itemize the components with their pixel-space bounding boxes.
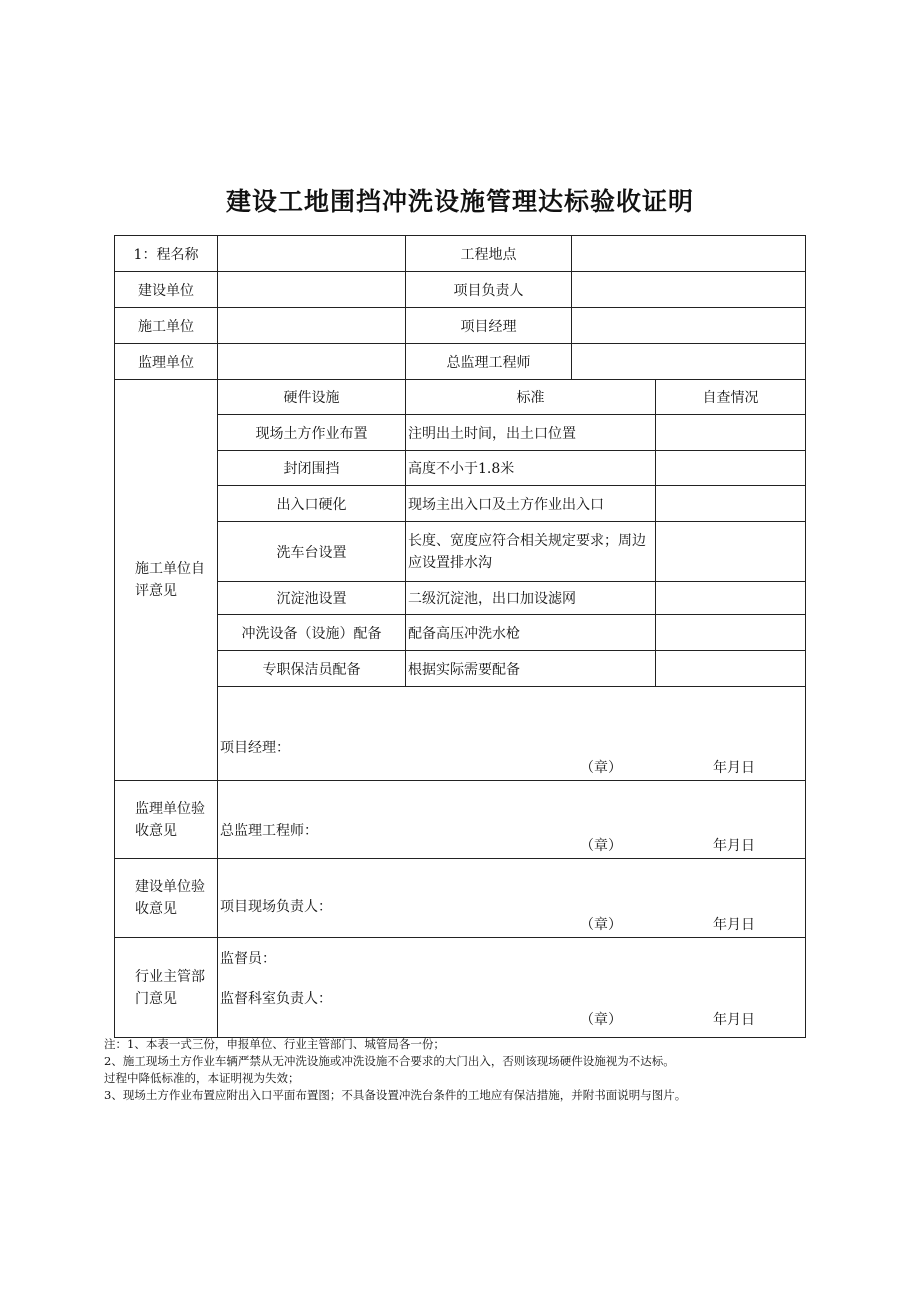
self-check-field[interactable]	[656, 415, 806, 451]
facility-row	[115, 451, 806, 486]
facility-standard: 长度、宽度应符合相关规定要求；周边应设置排水沟	[406, 522, 656, 582]
project-name-label: 1：程名称	[115, 236, 218, 272]
supervision-row	[115, 781, 806, 859]
project-manager-sign-label: 项目经理：	[220, 740, 290, 756]
facility-row	[115, 522, 806, 582]
supervision-unit-label: 监理单位	[115, 344, 218, 380]
facility-header: 硬件设施	[218, 380, 406, 415]
facility-standard: 根据实际需要配备	[406, 651, 656, 687]
project-location-field[interactable]	[572, 236, 806, 272]
section-head-sign-label: 监督科室负责人：	[220, 991, 332, 1007]
facility-standard: 配备高压冲洗水枪	[406, 615, 656, 651]
standard-header: 标准	[406, 380, 656, 415]
acceptance-form	[114, 235, 806, 1038]
supervision-opinion-label: 监理单位验收意见	[115, 781, 218, 859]
date-label: 年月日	[713, 917, 755, 933]
facility-standard: 二级沉淀池，出口加设滤网	[406, 582, 656, 615]
facility-name: 现场土方作业布置	[218, 415, 406, 451]
facility-header-row	[115, 380, 806, 415]
info-row	[115, 308, 806, 344]
self-check-field[interactable]	[656, 651, 806, 687]
self-eval-section-label: 施工单位自评意见	[115, 380, 218, 781]
self-check-field[interactable]	[656, 615, 806, 651]
info-row	[115, 272, 806, 308]
stamp-label: （章）	[580, 760, 622, 776]
self-check-field[interactable]	[656, 451, 806, 486]
supervision-unit-field[interactable]	[218, 344, 406, 380]
inspector-sign-label: 监督员：	[220, 951, 276, 967]
authority-row	[115, 938, 806, 1038]
info-row	[115, 236, 806, 272]
construction-sign-area[interactable]	[218, 859, 806, 938]
facility-row	[115, 582, 806, 615]
self-eval-sign-area[interactable]	[218, 687, 806, 781]
facility-name: 洗车台设置	[218, 522, 406, 582]
construction-unit-field[interactable]	[218, 308, 406, 344]
construction-row	[115, 859, 806, 938]
facility-standard: 注明出土时间，出土口位置	[406, 415, 656, 451]
facility-standard: 现场主出入口及土方作业出入口	[406, 486, 656, 522]
date-label: 年月日	[713, 760, 755, 776]
facility-row	[115, 415, 806, 451]
chief-supervisor-sign-label: 总监理工程师：	[220, 823, 318, 839]
footnotes	[104, 1036, 824, 1104]
facility-name: 出入口硬化	[218, 486, 406, 522]
footnote-line: 3、现场土方作业布置应附出入口平面布置图；不具备设置冲洗台条件的工地应有保洁措施，并附书面说明与图片。	[104, 1088, 687, 1102]
builder-unit-field[interactable]	[218, 272, 406, 308]
project-manager-field[interactable]	[572, 308, 806, 344]
facility-row	[115, 486, 806, 522]
date-label: 年月日	[713, 1012, 755, 1028]
facility-name: 冲洗设备（设施）配备	[218, 615, 406, 651]
stamp-label: （章）	[580, 838, 622, 854]
facility-name: 沉淀池设置	[218, 582, 406, 615]
project-manager-label: 项目经理	[406, 308, 572, 344]
chief-supervisor-label: 总监理工程师	[406, 344, 572, 380]
site-leader-sign-label: 项目现场负责人：	[220, 899, 332, 915]
self-eval-sign-row	[115, 687, 806, 781]
builder-unit-label: 建设单位	[115, 272, 218, 308]
stamp-label: （章）	[580, 1012, 622, 1028]
project-location-label: 工程地点	[406, 236, 572, 272]
self-check-field[interactable]	[656, 486, 806, 522]
facility-name: 封闭围挡	[218, 451, 406, 486]
authority-opinion-label: 行业主管部门意见	[115, 938, 218, 1038]
page-title: 建设工地围挡冲洗设施管理达标验收证明	[225, 187, 694, 216]
facility-row	[115, 615, 806, 651]
self-check-field[interactable]	[656, 522, 806, 582]
info-row	[115, 344, 806, 380]
footnote-line: 过程中降低标准的，本证明视为失效；	[104, 1071, 300, 1085]
project-leader-field[interactable]	[572, 272, 806, 308]
footnote-line: 2、施工现场土方作业车辆严禁从无冲洗设施或冲洗设施不合要求的大门出入，否则该现场硬件设施视为不达标。	[104, 1054, 675, 1068]
construction-opinion-label: 建设单位验收意见	[115, 859, 218, 938]
supervision-sign-area[interactable]	[218, 781, 806, 859]
project-leader-label: 项目负责人	[406, 272, 572, 308]
chief-supervisor-field[interactable]	[572, 344, 806, 380]
construction-unit-label: 施工单位	[115, 308, 218, 344]
date-label: 年月日	[713, 838, 755, 854]
check-header: 自查情况	[656, 380, 806, 415]
facility-name: 专职保洁员配备	[218, 651, 406, 687]
project-name-field[interactable]	[218, 236, 406, 272]
stamp-label: （章）	[580, 917, 622, 933]
footnote-line: 注：1、本表一式三份，申报单位、行业主管部门、城管局各一份；	[104, 1037, 445, 1051]
self-check-field[interactable]	[656, 582, 806, 615]
authority-sign-area[interactable]	[218, 938, 806, 1038]
facility-standard: 高度不小于1.8米	[406, 451, 656, 486]
facility-row	[115, 651, 806, 687]
